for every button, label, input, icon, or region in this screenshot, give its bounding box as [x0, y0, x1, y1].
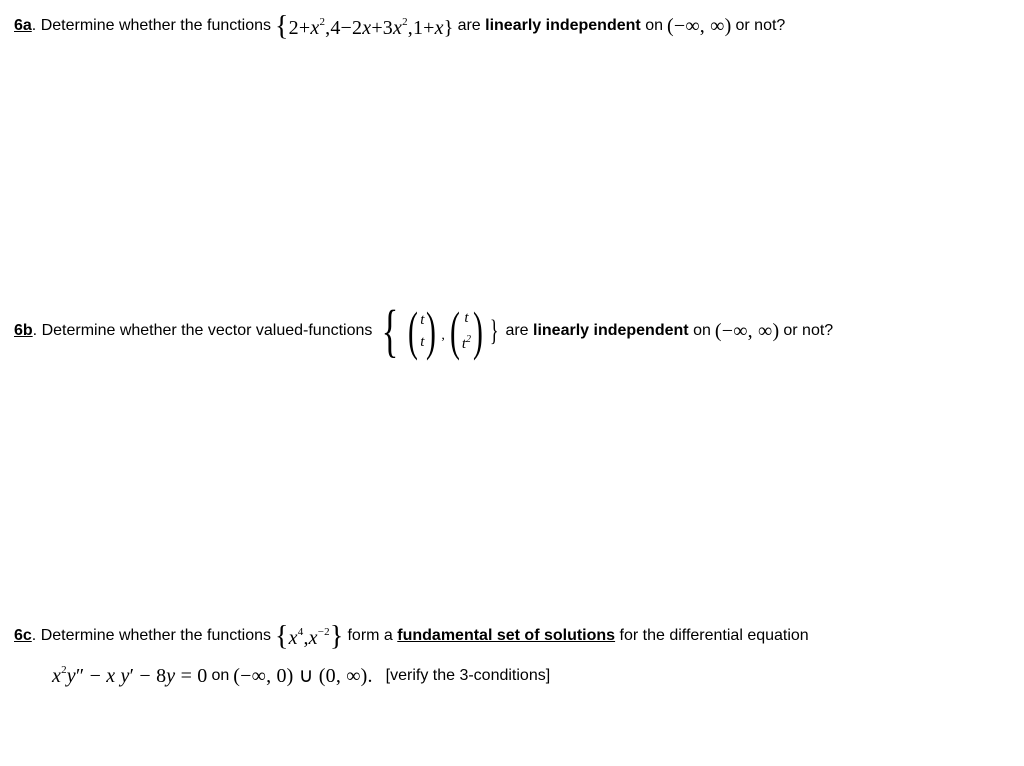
- vector-1-entry-1: t: [420, 312, 425, 328]
- problem-6b-text-are: are: [505, 322, 529, 339]
- problem-6a: [14, 12, 785, 40]
- problem-6b-bold-phrase: linearly independent: [533, 322, 689, 339]
- problem-6b-interval: (−∞, ∞): [714, 319, 780, 342]
- problem-6a-text-end: or not?: [735, 17, 786, 34]
- problem-6b-vector-set: { ( t t ) , ( t $t^2$ ) }: [381, 298, 499, 363]
- problem-6a-bold-phrase: linearly independent: [485, 17, 641, 34]
- vector-2: ( t $t^2$ ): [449, 301, 483, 361]
- problem-6c-equation: $x^2y'' - x$ y′ − 8y = 0: [52, 663, 208, 687]
- problem-6b-text-end: or not?: [783, 322, 834, 339]
- problem-6c-text-for: for the differential equation: [619, 627, 809, 644]
- vector-1-entry-2: t: [420, 334, 425, 350]
- problem-6a-interval: (−∞, ∞): [666, 14, 732, 37]
- problem-6c-label: 6c: [14, 627, 32, 644]
- problem-6a-text-are: are: [457, 17, 481, 34]
- vector-1: ( t t ): [408, 301, 437, 361]
- vector-2-entry-1: t: [464, 310, 469, 326]
- problem-6b-text-on: on: [693, 322, 711, 339]
- problem-6c-text-form: form a: [347, 627, 393, 644]
- problem-6a-function-set: $\{2+x^2,4-2x+3x^2,1+x\}$: [275, 11, 454, 42]
- problem-6c-domain: (−∞, 0) ∪ (0, ∞).: [233, 665, 373, 687]
- problem-6c-equation-line: [52, 663, 550, 688]
- problem-6c-function-set: $\{x^4,x^{-2}\}$: [275, 621, 344, 652]
- problem-6c-underlined-phrase: fundamental set of solutions: [397, 627, 616, 644]
- problem-6c: [14, 622, 809, 650]
- problem-6b-text: . Determine whether the vector valued-functions: [32, 322, 373, 339]
- problem-6a-text: . Determine whether the functions: [31, 17, 272, 34]
- problem-6c-text-on: on: [211, 666, 230, 684]
- problem-6c-text: . Determine whether the functions: [31, 627, 272, 644]
- vector-2-entry-2: $t^2$: [461, 334, 472, 352]
- problem-6b: [14, 298, 834, 363]
- problem-6b-label: 6b: [14, 322, 33, 339]
- problem-6a-text-on: on: [645, 17, 663, 34]
- problem-6c-note: [verify the 3-conditions]: [385, 666, 551, 684]
- problem-6a-label: 6a: [14, 17, 32, 34]
